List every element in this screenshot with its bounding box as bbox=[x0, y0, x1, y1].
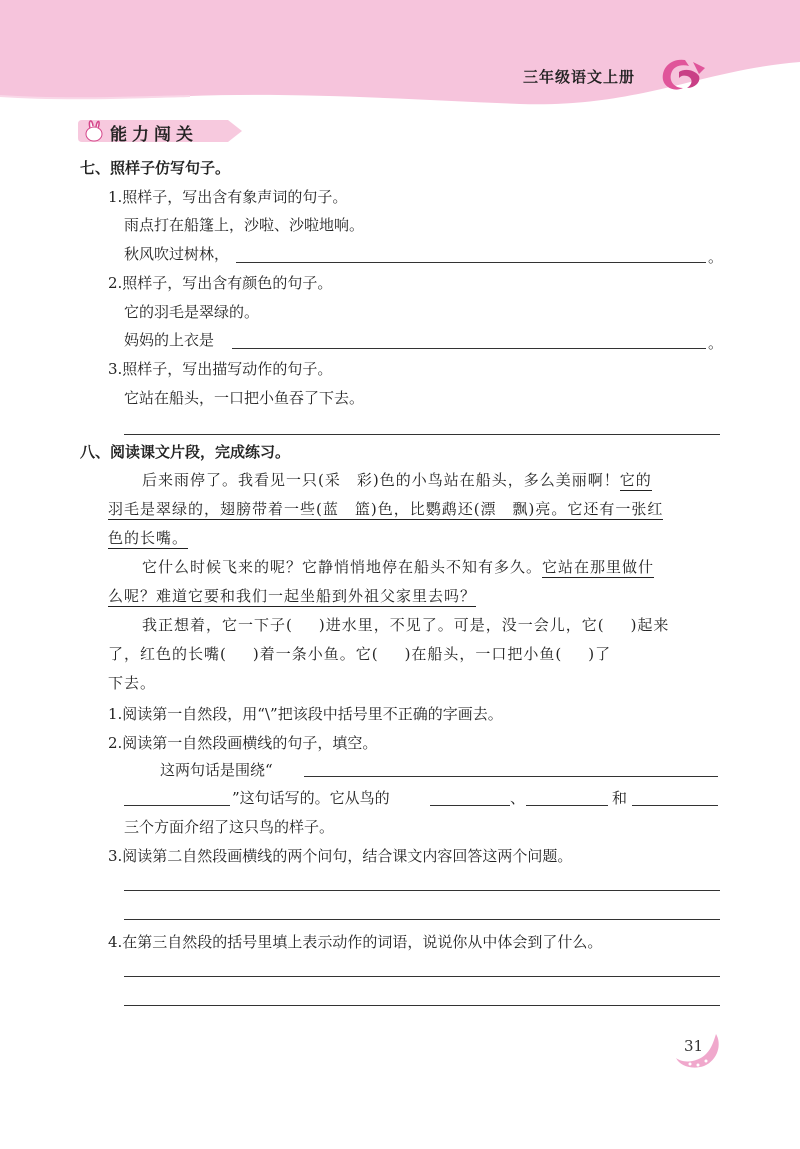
p2-text: 它什么时候飞来的呢？它静悄悄地停在船头不知有多久。 bbox=[142, 558, 543, 576]
q7-3-prompt: 3.照样子，写出描写动作的句子。 bbox=[108, 360, 333, 378]
book-title: 三年级语文上册 bbox=[523, 68, 636, 86]
p1-text: 后来雨停了。我看见一只(采 彩)色的小鸟站在船头，多么美丽啊！ bbox=[142, 471, 620, 489]
section-title: 能力闯关 bbox=[110, 125, 198, 145]
p2-underline-2: 么呢？难道它要和我们一起坐船到外祖父家里去吗？ bbox=[108, 587, 477, 605]
q8-2-text-a: 这两句话是围绕“ bbox=[160, 761, 273, 779]
q7-2-answer-line[interactable] bbox=[232, 348, 706, 349]
passage-paragraph-1 bbox=[108, 466, 720, 553]
page-number: 31 bbox=[684, 1037, 704, 1055]
p3-text-1a: 我正想着，它一下子( bbox=[142, 616, 293, 634]
passage-paragraph-3 bbox=[108, 611, 720, 698]
q7-1-prompt: 1.照样子，写出含有象声词的句子。 bbox=[108, 188, 348, 206]
q7-3-answer-line[interactable] bbox=[124, 434, 720, 435]
p2-underline-1: 它站在那里做什 bbox=[542, 558, 655, 576]
q8-3-prompt: 3.阅读第二自然段画横线的两个问句，结合课文内容回答这两个问题。 bbox=[108, 847, 573, 865]
p1-underline-1: 它的 bbox=[619, 471, 652, 489]
p3-text-2b: )着一条小鱼。它( bbox=[252, 645, 379, 663]
p3-text-3: 下去。 bbox=[108, 674, 157, 692]
q8-4-answer-line-2[interactable] bbox=[124, 1005, 720, 1006]
q7-2-example: 它的羽毛是翠绿的。 bbox=[124, 303, 260, 321]
section-badge bbox=[78, 118, 246, 144]
q7-3-example: 它站在船头，一口把小鱼吞了下去。 bbox=[124, 389, 365, 407]
q8-2-text-c: 、 bbox=[510, 789, 526, 807]
q8-2-blank-1-cont[interactable] bbox=[124, 805, 230, 806]
p3-text-2a: 了，红色的长嘴( bbox=[108, 645, 227, 663]
q7-1-start: 秋风吹过树林， bbox=[124, 245, 230, 263]
p1-underline-3: 色的长嘴。 bbox=[108, 529, 189, 547]
q7-1-answer-line[interactable] bbox=[236, 262, 706, 263]
q7-2-start: 妈妈的上衣是 bbox=[124, 331, 215, 349]
p3-text-2c: )在船头，一口把小鱼( bbox=[404, 645, 563, 663]
q8-4-prompt: 4.在第三自然段的括号里填上表示动作的词语，说说你从中体会到了什么。 bbox=[108, 933, 603, 951]
q8-2-blank-2[interactable] bbox=[430, 805, 510, 806]
q8-2-blank-1[interactable] bbox=[304, 776, 718, 777]
q7-1-period: 。 bbox=[708, 248, 724, 266]
q8-2-blank-4[interactable] bbox=[632, 805, 718, 806]
q8-2-text-e: 三个方面介绍了这只鸟的样子。 bbox=[124, 818, 335, 836]
q8-1-prompt: 1.阅读第一自然段，用“\”把该段中括号里不正确的字画去。 bbox=[108, 705, 503, 723]
q8-2-prompt: 2.阅读第一自然段画横线的句子，填空。 bbox=[108, 734, 378, 752]
p3-text-2d: )了 bbox=[588, 645, 612, 663]
q7-2-period: 。 bbox=[708, 334, 724, 352]
q8-2-text-b: ”这句话写的。它从鸟的 bbox=[232, 789, 390, 807]
q8-2-text-d: 和 bbox=[612, 789, 628, 807]
q8-title: 八、阅读课文片段，完成练习。 bbox=[80, 443, 291, 461]
q8-2-blank-3[interactable] bbox=[526, 805, 608, 806]
q7-1-example: 雨点打在船篷上，沙啦、沙啦地响。 bbox=[124, 216, 365, 234]
q7-2-prompt: 2.照样子，写出含有颜色的句子。 bbox=[108, 274, 333, 292]
p1-underline-2: 羽毛是翠绿的，翅膀带着一些(蓝 篮)色，比鹦鹉还(漂 飘)亮。它还有一张红 bbox=[108, 500, 664, 518]
passage-paragraph-2 bbox=[108, 553, 720, 611]
p3-text-1b: )进水里，不见了。可是，没一会儿，它( bbox=[318, 616, 605, 634]
p3-text-1c: )起来 bbox=[630, 616, 670, 634]
q8-3-answer-line-1[interactable] bbox=[124, 890, 720, 891]
q8-3-answer-line-2[interactable] bbox=[124, 919, 720, 920]
swirl-logo-icon bbox=[655, 56, 707, 94]
q8-4-answer-line-1[interactable] bbox=[124, 976, 720, 977]
q7-title: 七、照样子仿写句子。 bbox=[80, 159, 231, 177]
